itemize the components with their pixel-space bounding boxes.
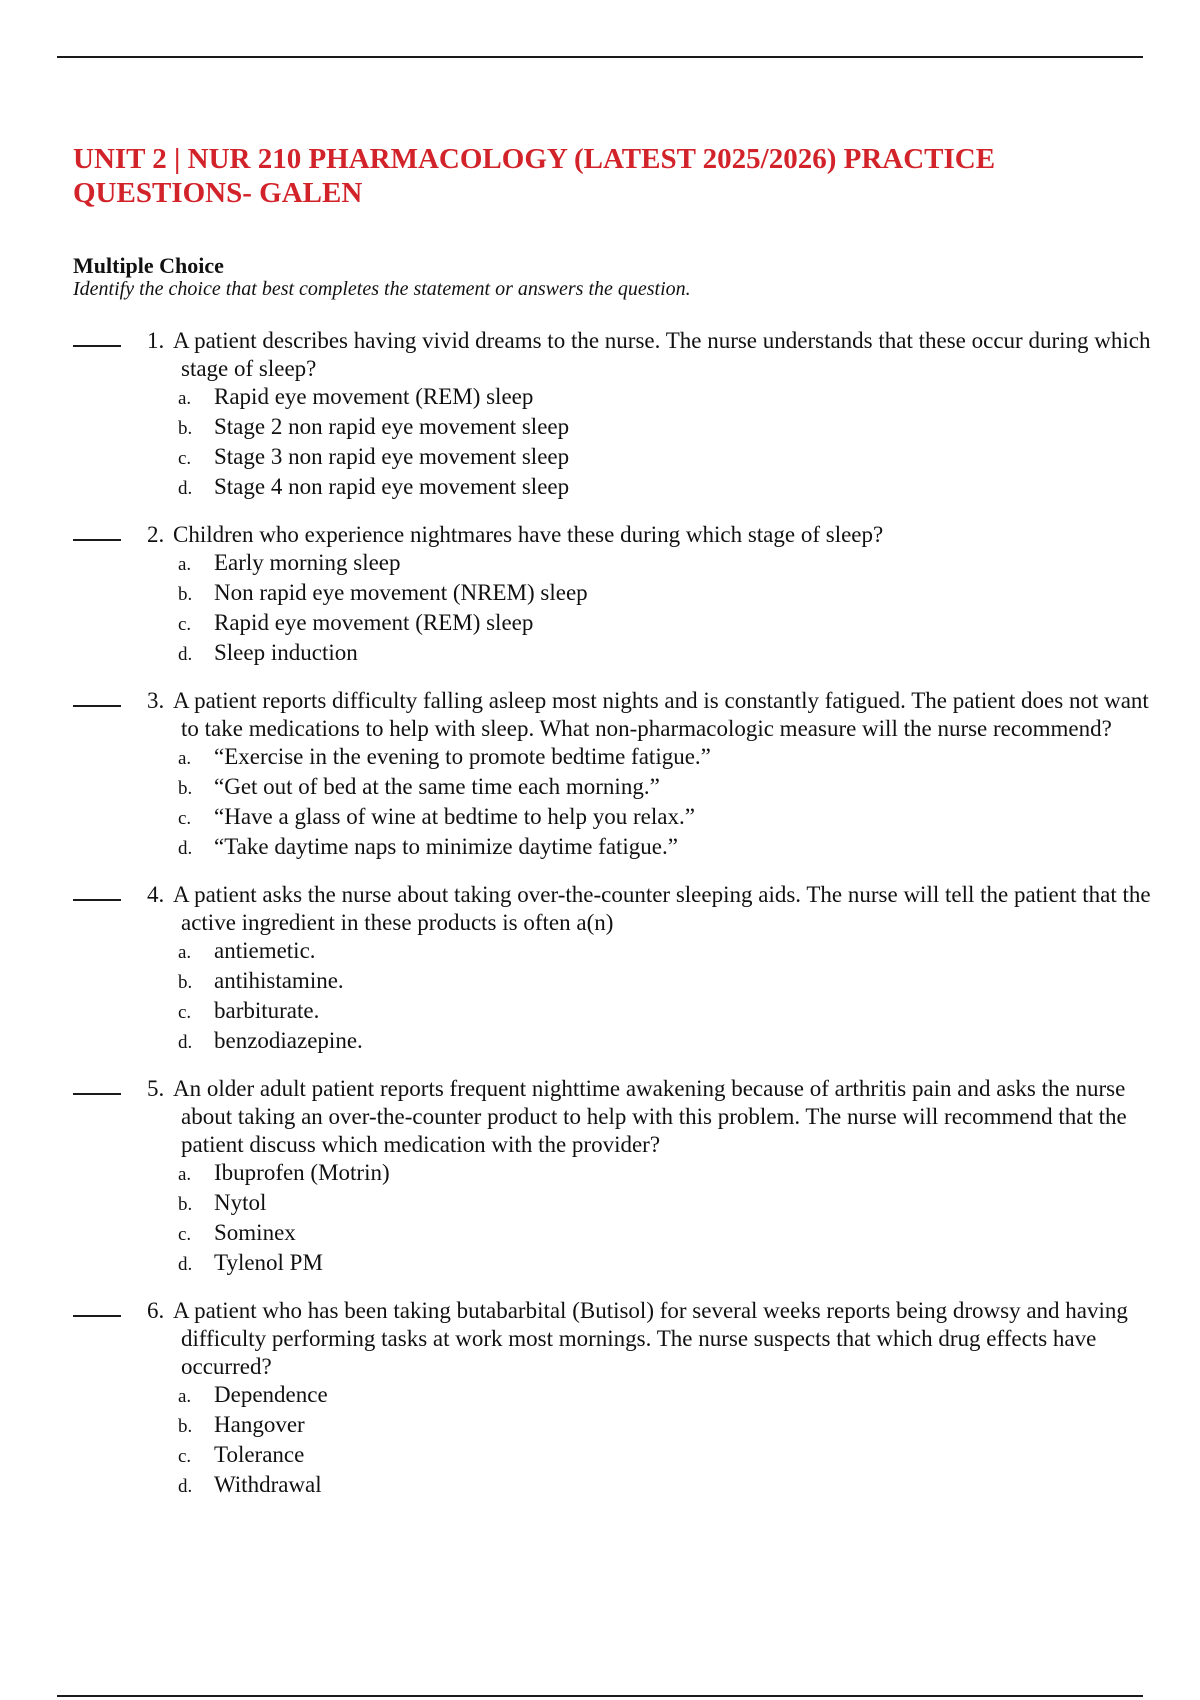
- choice-b: [178, 1411, 1163, 1441]
- choice-letter: d.: [178, 478, 193, 499]
- choice-text: Stage 2 non rapid eye movement sleep: [214, 414, 570, 439]
- choice-a: [178, 383, 1163, 413]
- choice-a: [178, 549, 1163, 579]
- question-4: [73, 881, 1163, 1057]
- choice-text: benzodiazepine.: [214, 1028, 363, 1053]
- choice-list: [178, 549, 1163, 669]
- section-heading: Multiple Choice: [73, 253, 224, 278]
- choice-letter: a.: [178, 1386, 192, 1407]
- choice-text: Ibuprofen (Motrin): [214, 1160, 390, 1185]
- choice-text: “Get out of bed at the same time each morning.”: [214, 774, 660, 799]
- choice-b: [178, 413, 1163, 443]
- choice-letter: b.: [178, 1194, 193, 1215]
- choice-b: [178, 773, 1163, 803]
- choice-text: Stage 3 non rapid eye movement sleep: [214, 444, 570, 469]
- choice-letter: d.: [178, 644, 193, 665]
- choice-c: [178, 803, 1163, 833]
- answer-blank[interactable]: [73, 345, 121, 347]
- choice-d: [178, 1249, 1163, 1279]
- choice-list: [178, 1159, 1163, 1279]
- choice-b: [178, 967, 1163, 997]
- bottom-rule: [57, 1695, 1143, 1697]
- question-stem: [147, 687, 1163, 743]
- choice-d: [178, 1027, 1163, 1057]
- choice-letter: c.: [178, 808, 192, 829]
- choice-letter: b.: [178, 584, 193, 605]
- choice-text: Sominex: [214, 1220, 296, 1245]
- question-number: 4.: [147, 882, 165, 907]
- choice-d: [178, 639, 1163, 669]
- choice-letter: a.: [178, 748, 192, 769]
- choice-letter: a.: [178, 1164, 192, 1185]
- question-stem: [147, 327, 1163, 383]
- choice-a: [178, 1381, 1163, 1411]
- choice-text: Rapid eye movement (REM) sleep: [214, 610, 534, 635]
- choice-d: [178, 833, 1163, 863]
- question-text: Children who experience nightmares have these during which stage of sleep?: [173, 522, 884, 547]
- choice-letter: c.: [178, 614, 192, 635]
- question-5: [73, 1075, 1163, 1279]
- choice-list: [178, 1381, 1163, 1501]
- choice-text: Tolerance: [214, 1442, 305, 1467]
- choice-text: Non rapid eye movement (NREM) sleep: [214, 580, 588, 605]
- question-text: A patient reports difficulty falling asleep most nights and is constantly fatigued. The patient does not want to take medications to help with sleep. What non-pharmacologic measure will the nurse recommend?: [173, 688, 1149, 741]
- choice-b: [178, 579, 1163, 609]
- choice-d: [178, 473, 1163, 503]
- choice-letter: c.: [178, 1446, 192, 1467]
- choice-c: [178, 609, 1163, 639]
- choice-letter: d.: [178, 838, 193, 859]
- question-stem: [147, 1075, 1163, 1159]
- page-title: UNIT 2 | NUR 210 PHARMACOLOGY (LATEST 2025/2026) PRACTICE QUESTIONS- GALEN: [73, 143, 996, 209]
- choice-text: barbiturate.: [214, 998, 320, 1023]
- question-number: 3.: [147, 688, 165, 713]
- choice-text: Rapid eye movement (REM) sleep: [214, 384, 534, 409]
- choice-letter: a.: [178, 554, 192, 575]
- question-number: 5.: [147, 1076, 165, 1101]
- choice-list: [178, 383, 1163, 503]
- question-2: [73, 521, 1163, 669]
- choice-text: Early morning sleep: [214, 550, 401, 575]
- choice-c: [178, 1441, 1163, 1471]
- answer-blank[interactable]: [73, 1093, 121, 1095]
- choice-text: antihistamine.: [214, 968, 344, 993]
- choice-list: [178, 743, 1163, 863]
- question-1: [73, 327, 1163, 503]
- instructions: Identify the choice that best completes the statement or answers the question.: [73, 278, 691, 300]
- choice-letter: b.: [178, 778, 193, 799]
- choice-text: Nytol: [214, 1190, 267, 1215]
- answer-blank[interactable]: [73, 1315, 121, 1317]
- choice-letter: b.: [178, 418, 193, 439]
- choice-letter: d.: [178, 1476, 193, 1497]
- choice-text: Hangover: [214, 1412, 305, 1437]
- choice-letter: a.: [178, 942, 192, 963]
- question-text: A patient who has been taking butabarbital (Butisol) for several weeks reports being drowsy and having difficulty performing tasks at work most mornings. The nurse suspects that which drug effects have occurred?: [173, 1298, 1128, 1379]
- question-3: [73, 687, 1163, 863]
- question-list: [73, 327, 1163, 1519]
- choice-letter: d.: [178, 1254, 193, 1275]
- choice-letter: c.: [178, 1002, 192, 1023]
- answer-blank[interactable]: [73, 705, 121, 707]
- choice-text: “Exercise in the evening to promote bedtime fatigue.”: [214, 744, 711, 769]
- choice-text: “Take daytime naps to minimize daytime fatigue.”: [214, 834, 678, 859]
- choice-text: Withdrawal: [214, 1472, 322, 1497]
- choice-text: Dependence: [214, 1382, 328, 1407]
- question-6: [73, 1297, 1163, 1501]
- question-text: An older adult patient reports frequent nighttime awakening because of arthritis pain and asks the nurse about taking an over-the-counter product to help with this problem. The nurse will recommend that the patient discuss which medication with the provider?: [173, 1076, 1127, 1157]
- choice-text: antiemetic.: [214, 938, 316, 963]
- choice-letter: c.: [178, 1224, 192, 1245]
- question-stem: [147, 1297, 1163, 1381]
- choice-text: Sleep induction: [214, 640, 358, 665]
- answer-blank[interactable]: [73, 539, 121, 541]
- choice-letter: d.: [178, 1032, 193, 1053]
- top-rule: [57, 56, 1143, 58]
- choice-a: [178, 743, 1163, 773]
- choice-c: [178, 443, 1163, 473]
- choice-a: [178, 937, 1163, 967]
- choice-letter: b.: [178, 1416, 193, 1437]
- choice-text: Stage 4 non rapid eye movement sleep: [214, 474, 570, 499]
- question-number: 6.: [147, 1298, 165, 1323]
- question-number: 2.: [147, 522, 165, 547]
- choice-letter: a.: [178, 388, 192, 409]
- choice-letter: b.: [178, 972, 193, 993]
- question-stem: [147, 521, 1163, 549]
- question-text: A patient describes having vivid dreams to the nurse. The nurse understands that these occur during which stage of sleep?: [173, 328, 1151, 381]
- choice-b: [178, 1189, 1163, 1219]
- choice-list: [178, 937, 1163, 1057]
- question-stem: [147, 881, 1163, 937]
- choice-text: “Have a glass of wine at bedtime to help you relax.”: [214, 804, 695, 829]
- answer-blank[interactable]: [73, 899, 121, 901]
- choice-c: [178, 997, 1163, 1027]
- choice-c: [178, 1219, 1163, 1249]
- question-text: A patient asks the nurse about taking over-the-counter sleeping aids. The nurse will tell the patient that the active ingredient in these products is often a(n): [173, 882, 1151, 935]
- choice-a: [178, 1159, 1163, 1189]
- choice-d: [178, 1471, 1163, 1501]
- choice-text: Tylenol PM: [214, 1250, 323, 1275]
- choice-letter: c.: [178, 448, 192, 469]
- question-number: 1.: [147, 328, 165, 353]
